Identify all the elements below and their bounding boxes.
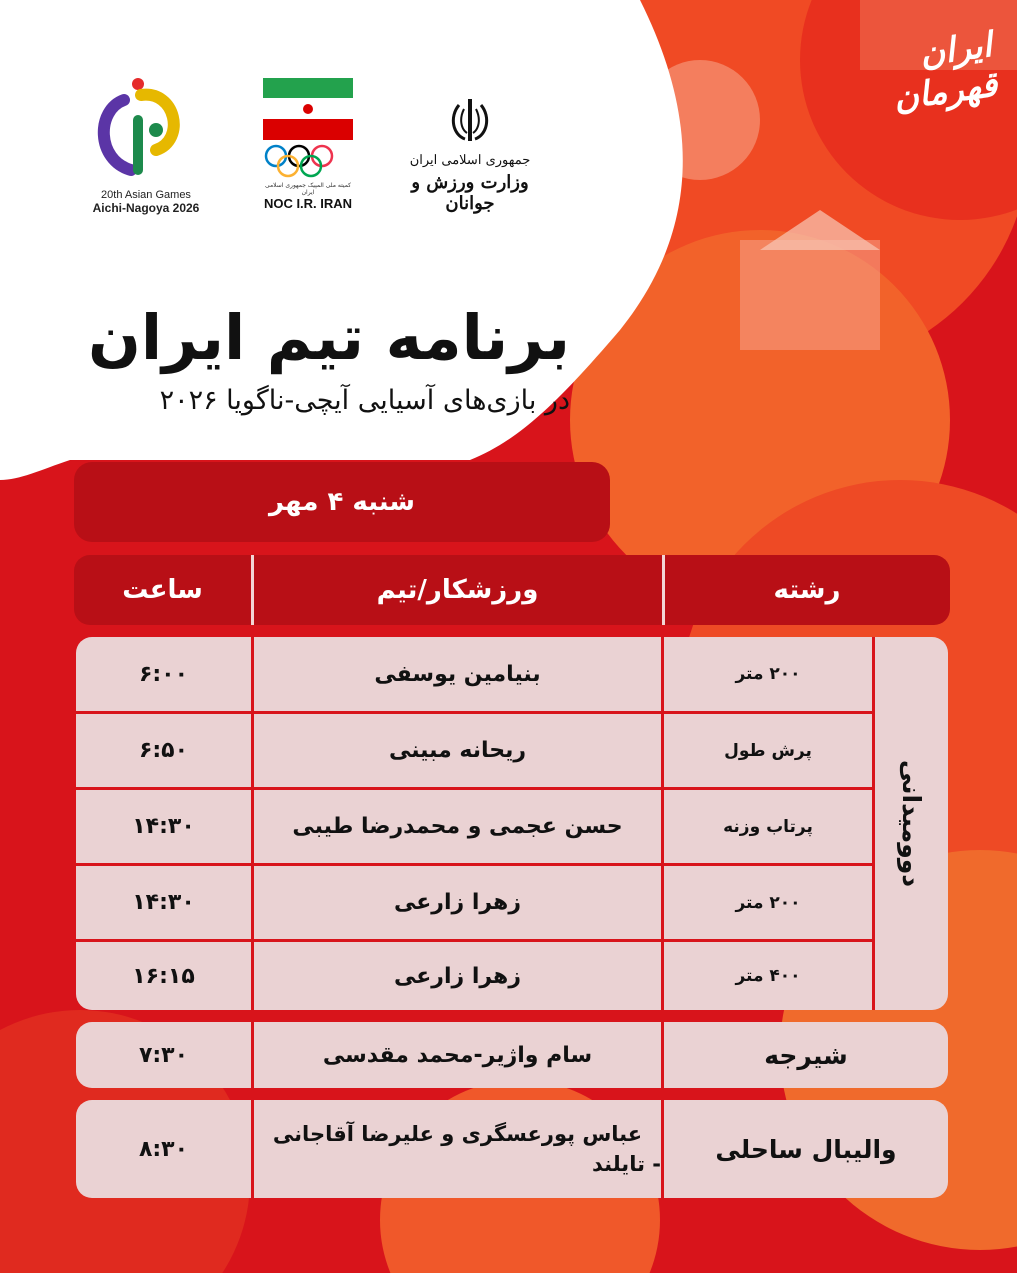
iran-flag-icon	[263, 78, 353, 140]
asian-games-logo	[86, 70, 206, 220]
athlete-line2: - تایلند	[592, 1152, 661, 1176]
page-subtitle: در بازی‌های آسیایی آیچی-ناگویا ۲۰۲۶	[159, 385, 570, 416]
watermark-text: ایران قهرمان	[891, 24, 1000, 119]
noc-label: NOC I.R. IRAN	[263, 196, 353, 211]
asian-games-emblem-icon	[86, 70, 206, 185]
header-time: ساعت	[122, 575, 203, 605]
athlete-cell: ریحانه مبینی	[388, 738, 527, 763]
date-label: شنبه ۴ مهر	[269, 487, 415, 517]
time-cell: ۸:۳۰	[138, 1136, 189, 1162]
time-cell: ۶:۰۰	[138, 661, 189, 687]
sport-cell: والیبال ساحلی	[715, 1134, 897, 1164]
athlete-cell: حسن عجمی و محمدرضا طیبی	[292, 814, 623, 839]
event-cell: ۲۰۰ متر	[735, 892, 801, 913]
athletics-label: دوومیدانی	[896, 759, 926, 888]
header-sport: رشته	[773, 575, 841, 605]
beach-volleyball-section	[76, 1100, 948, 1198]
page-title: برنامه تیم ایران	[87, 301, 570, 374]
noc-logo	[258, 78, 358, 223]
noc-persian-label: کمیته ملی المپیک جمهوری اسلامی ایران	[264, 182, 352, 196]
time-cell: ۱۴:۳۰	[132, 814, 195, 839]
event-cell: ۴۰۰ متر	[735, 966, 801, 986]
asian-games-line1: 20th Asian Games	[101, 189, 191, 201]
header-divider	[251, 555, 254, 625]
time-cell: ۱۶:۱۵	[132, 963, 195, 989]
time-cell: ۶:۵۰	[138, 738, 189, 763]
sport-cell: شیرجه	[764, 1040, 848, 1070]
athlete-cell	[254, 1100, 661, 1198]
event-cell: پرتاب وزنه	[723, 816, 813, 837]
event-cell: ۲۰۰ متر	[735, 664, 801, 684]
athlete-cell: زهرا زارعی	[394, 890, 521, 915]
athletics-section	[76, 637, 948, 1010]
athlete-cell: سام واژیر-محمد مقدسی	[322, 1042, 593, 1068]
asian-games-line2: Aichi-Nagoya 2026	[92, 201, 200, 215]
athlete-cell: زهرا زارعی	[394, 963, 521, 989]
ministry-line2: وزارت ورزش و جوانان	[411, 172, 529, 214]
header-athlete: ورزشکار/تیم	[376, 575, 539, 605]
header-divider	[662, 555, 665, 625]
time-cell: ۱۴:۳۰	[132, 890, 195, 915]
athlete-line1: عباس پورعسگری و علیرضا آقاجانی	[272, 1122, 643, 1146]
time-cell: ۷:۳۰	[138, 1042, 189, 1068]
ministry-line1: جمهوری اسلامی ایران	[409, 153, 531, 168]
olympic-rings-icon	[258, 144, 358, 178]
athlete-cell: بنیامین یوسفی	[374, 661, 541, 687]
iran-emblem-icon	[447, 95, 493, 145]
ministry-logo	[385, 95, 555, 220]
diving-section	[76, 1022, 948, 1088]
event-cell: پرش طول	[724, 740, 812, 761]
athletics-label-cell	[875, 637, 948, 1010]
